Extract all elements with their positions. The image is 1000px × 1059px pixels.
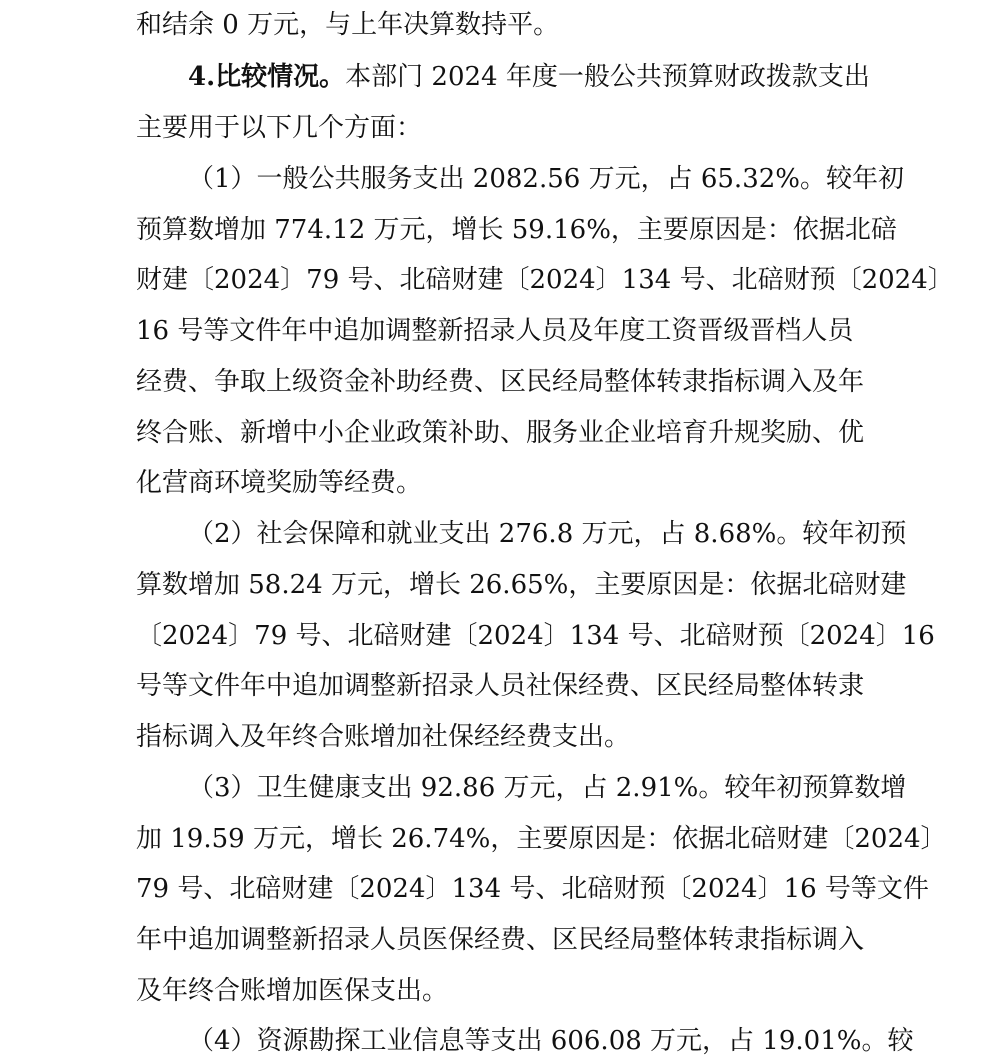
section-4-heading-title: 4.比较情况。 xyxy=(188,62,346,92)
paragraph-line: 预算数增加 774.12 万元，增长 59.16%，主要原因是：依据北碚 xyxy=(136,215,897,245)
paragraph-line: （2）社会保障和就业支出 276.8 万元，占 8.68%。较年初预 xyxy=(188,519,907,549)
paragraph-line: 财建〔2024〕79 号、北碚财建〔2024〕134 号、北碚财预〔2024〕 xyxy=(136,265,954,295)
paragraph-line: 化营商环境奖励等经费。 xyxy=(136,468,423,498)
paragraph-line: （3）卫生健康支出 92.86 万元，占 2.91%。较年初预算数增 xyxy=(188,773,907,803)
paragraph-line: 及年终合账增加医保支出。 xyxy=(136,976,449,1006)
paragraph-line: 79 号、北碚财建〔2024〕134 号、北碚财预〔2024〕16 号等文件 xyxy=(136,874,929,904)
section-4-heading-text: 本部门 2024 年度一般公共预算财政拨款支出 xyxy=(345,62,870,92)
paragraph-line: 16 号等文件年中追加调整新招录人员及年度工资晋级晋档人员 xyxy=(136,316,854,346)
paragraph-line: 主要用于以下几个方面： xyxy=(136,113,423,143)
paragraph-line: 算数增加 58.24 万元，增长 26.65%，主要原因是：依据北碚财建 xyxy=(136,570,907,600)
paragraph-line: 〔2024〕79 号、北碚财建〔2024〕134 号、北碚财预〔2024〕16 xyxy=(136,621,935,651)
paragraph-line: 经费、争取上级资金补助经费、区民经局整体转隶指标调入及年 xyxy=(136,367,865,397)
paragraph-line: 指标调入及年终合账增加社保经经费支出。 xyxy=(136,722,631,752)
paragraph-line: 和结余 0 万元，与上年决算数持平。 xyxy=(136,10,560,40)
paragraph-line: 号等文件年中追加调整新招录人员社保经费、区民经局整体转隶 xyxy=(136,671,865,701)
paragraph-line: （1）一般公共服务支出 2082.56 万元，占 65.32%。较年初 xyxy=(188,164,904,194)
section-4-heading-line xyxy=(188,60,870,94)
paragraph-line: 终合账、新增中小企业政策补助、服务业企业培育升规奖励、优 xyxy=(136,418,865,448)
paragraph-line: 年中追加调整新招录人员医保经费、区民经局整体转隶指标调入 xyxy=(136,925,865,955)
paragraph-line: 加 19.59 万元，增长 26.74%，主要原因是：依据北碚财建〔2024〕 xyxy=(136,824,947,854)
paragraph-line: （4）资源勘探工业信息等支出 606.08 万元，占 19.01%。较 xyxy=(188,1026,914,1056)
